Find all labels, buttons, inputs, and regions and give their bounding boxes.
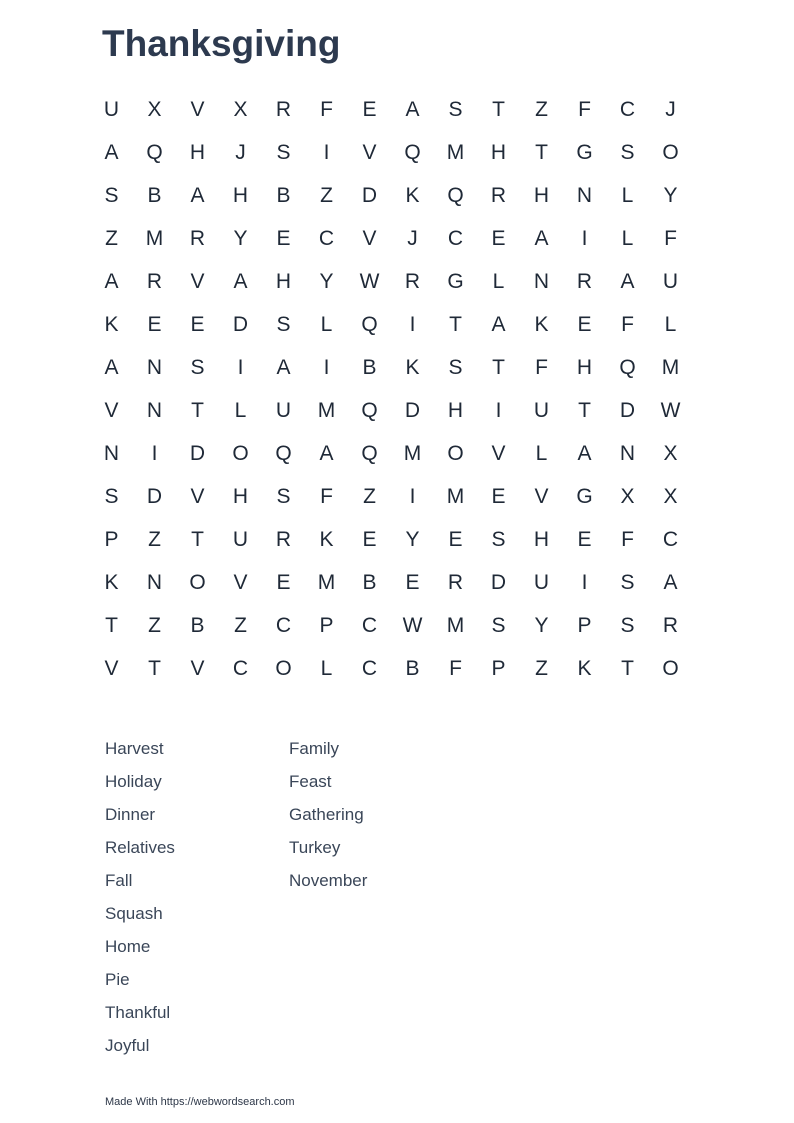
grid-letter: X [147,97,162,121]
grid-letter: M [446,613,465,637]
grid-letter: C [232,656,249,680]
grid-letter: Q [404,140,421,164]
grid-letter: X [663,484,678,508]
grid-letter: E [491,484,506,508]
grid-letter: E [405,570,420,594]
grid-letter: C [318,226,335,250]
grid-letter: M [661,355,680,379]
grid-letter: I [151,441,158,465]
grid-letter: U [533,398,550,422]
grid-letter: F [320,97,333,121]
grid-letter: I [409,484,416,508]
grid-letter: X [620,484,635,508]
word-list-item: Fall [105,871,133,890]
grid-letter: M [403,441,422,465]
grid-letter: I [495,398,502,422]
grid-letter: E [276,226,291,250]
word-list-item: Pie [105,970,130,989]
word-list-column-1 [105,736,175,1066]
grid-letter: I [581,226,588,250]
grid-letter: B [190,613,205,637]
grid-letter: B [276,183,291,207]
grid-letter: T [191,527,204,551]
grid-letter: F [535,355,548,379]
grid-letter: M [145,226,164,250]
word-list-item: Family [289,739,340,758]
grid-letter: A [104,140,119,164]
grid-letter: S [104,183,119,207]
grid-letter: V [104,656,119,680]
grid-letter: R [404,269,421,293]
grid-letter: L [664,312,677,336]
grid-letter: Z [234,613,247,637]
grid-letter: C [361,656,378,680]
grid-letter: N [576,183,593,207]
grid-letter: G [447,269,464,293]
grid-letter: K [405,355,420,379]
grid-letter: E [577,312,592,336]
grid-letter: F [449,656,462,680]
grid-letter: Q [361,441,378,465]
grid-letter: U [275,398,292,422]
grid-letter: V [190,656,205,680]
grid-letter: S [448,355,463,379]
word-list-item: Gathering [289,805,364,824]
grid-letter: I [323,355,330,379]
grid-letter: C [662,527,679,551]
grid-letter: R [275,527,292,551]
grid-letter: S [620,613,635,637]
grid-letter: T [492,355,505,379]
grid-letter: Z [363,484,376,508]
grid-letter: S [276,484,291,508]
grid-letter: F [621,527,634,551]
grid-letter: E [190,312,205,336]
grid-letter: R [662,613,679,637]
grid-letter: O [662,656,679,680]
grid-letter: H [275,269,292,293]
grid-letter: D [619,398,636,422]
grid-letter: X [233,97,248,121]
grid-letter: E [362,527,377,551]
grid-letter: R [189,226,206,250]
grid-letter: V [190,97,205,121]
grid-letter: A [104,269,119,293]
grid-letter: V [534,484,549,508]
word-list-item: Relatives [105,838,175,857]
grid-letter: N [146,398,163,422]
grid-letter: N [146,355,163,379]
grid-letter: X [663,441,678,465]
grid-letter: O [662,140,679,164]
grid-letter: L [320,312,333,336]
grid-letter: T [535,140,548,164]
grid-letter: Z [535,97,548,121]
grid-letter: E [448,527,463,551]
grid-letter: H [232,484,249,508]
grid-letter: S [491,527,506,551]
grid-letter: S [190,355,205,379]
grid-letter: S [276,140,291,164]
grid-letter: A [491,312,506,336]
word-list-item: Squash [105,904,163,923]
grid-letter: I [323,140,330,164]
grid-letter: H [490,140,507,164]
grid-letter: A [319,441,334,465]
word-list-item: Dinner [105,805,156,824]
grid-letter: T [148,656,161,680]
grid-letter: V [104,398,119,422]
grid-letter: G [576,140,593,164]
word-list-item: Holiday [105,772,162,791]
word-list-item: Harvest [105,739,164,758]
grid-letter: K [577,656,592,680]
grid-letter: A [104,355,119,379]
grid-letter: T [621,656,634,680]
grid-letter: F [664,226,677,250]
footer-credit: Made With https://webwordsearch.com [105,1096,295,1108]
word-list-item: November [289,871,368,890]
grid-letter: L [621,183,634,207]
grid-letter: S [448,97,463,121]
grid-letter: C [275,613,292,637]
page-title: Thanksgiving [102,23,341,64]
grid-letter: T [578,398,591,422]
grid-letter: D [404,398,421,422]
word-list-item: Feast [289,772,332,791]
grid-letter: V [190,269,205,293]
grid-letter: L [492,269,505,293]
grid-letter: N [619,441,636,465]
grid-letter: V [362,140,377,164]
grid-letter: D [232,312,249,336]
grid-letter: N [146,570,163,594]
grid-letter: K [319,527,334,551]
grid-letter: T [449,312,462,336]
grid-letter: M [317,570,336,594]
word-list-item: Thankful [105,1003,171,1022]
grid-letter: I [237,355,244,379]
grid-letter: R [490,183,507,207]
word-list-item: Turkey [289,838,341,857]
grid-letter: E [276,570,291,594]
grid-letter: A [405,97,420,121]
grid-letter: H [576,355,593,379]
grid-letter: Y [663,183,678,207]
grid-letter: A [190,183,205,207]
grid-letter: A [620,269,635,293]
grid-letter: K [104,312,119,336]
grid-letter: O [189,570,206,594]
grid-letter: Z [105,226,118,250]
grid-letter: K [534,312,549,336]
grid-letter: C [447,226,464,250]
grid-letter: Q [146,140,163,164]
grid-letter: W [402,613,423,637]
grid-letter: R [146,269,163,293]
grid-letter: H [232,183,249,207]
grid-letter: D [146,484,163,508]
grid-letter: C [619,97,636,121]
grid-letter: Y [319,269,334,293]
grid-letter: H [533,527,550,551]
grid-letter: W [660,398,681,422]
grid-letter: M [446,484,465,508]
grid-letter: S [276,312,291,336]
grid-letter: E [147,312,162,336]
grid-letter: E [491,226,506,250]
grid-letter: L [320,656,333,680]
grid-letter: J [665,97,676,121]
grid-letter: B [362,355,377,379]
grid-letter: H [447,398,464,422]
grid-letter: E [577,527,592,551]
grid-letter: K [405,183,420,207]
grid-letter: F [320,484,333,508]
grid-letter: H [189,140,206,164]
grid-letter: L [621,226,634,250]
grid-letter: A [276,355,291,379]
grid-letter: F [621,312,634,336]
word-list-item: Joyful [105,1036,150,1055]
grid-letter: S [491,613,506,637]
grid-letter: Y [534,613,549,637]
grid-letter: G [576,484,593,508]
grid-letter: I [581,570,588,594]
grid-letter: S [620,140,635,164]
grid-letter: A [663,570,678,594]
grid-letter: R [447,570,464,594]
grid-letter: Q [619,355,636,379]
grid-letter: U [103,97,120,121]
grid-letter: P [319,613,334,637]
grid-letter: D [361,183,378,207]
grid-letter: B [362,570,377,594]
grid-letter: A [233,269,248,293]
grid-letter: P [577,613,592,637]
word-list-column-2 [289,736,367,901]
grid-letter: A [577,441,592,465]
grid-letter: Q [361,312,378,336]
grid-letter: R [275,97,292,121]
grid-letter: Z [148,613,161,637]
grid-letter: M [317,398,336,422]
grid-letter: T [191,398,204,422]
grid-letter: T [492,97,505,121]
word-list-item: Home [105,937,151,956]
grid-letter: O [275,656,292,680]
grid-letter: K [104,570,119,594]
grid-letter: L [535,441,548,465]
grid-letter: Q [361,398,378,422]
grid-letter: W [359,269,380,293]
grid-letter: D [490,570,507,594]
grid-letter: B [405,656,420,680]
grid-letter: U [662,269,679,293]
grid-letter: Q [275,441,292,465]
grid-letter: F [578,97,591,121]
letter-grid [90,88,692,690]
grid-letter: P [491,656,506,680]
grid-letter: T [105,613,118,637]
grid-letter: N [103,441,120,465]
grid-letter: V [233,570,248,594]
grid-letter: B [147,183,162,207]
grid-letter: Q [447,183,464,207]
grid-letter: C [361,613,378,637]
grid-letter: Z [148,527,161,551]
grid-letter: V [190,484,205,508]
grid-letter: Z [320,183,333,207]
grid-letter: J [407,226,418,250]
grid-letter: Y [405,527,420,551]
grid-letter: O [447,441,464,465]
grid-letter: D [189,441,206,465]
grid-letter: R [576,269,593,293]
grid-letter: Y [233,226,248,250]
grid-letter: S [104,484,119,508]
grid-letter: Z [535,656,548,680]
grid-letter: V [362,226,377,250]
grid-letter: S [620,570,635,594]
grid-letter: H [533,183,550,207]
grid-letter: U [232,527,249,551]
grid-letter: E [362,97,377,121]
grid-letter: O [232,441,249,465]
grid-letter: M [446,140,465,164]
grid-letter: P [104,527,119,551]
grid-letter: J [235,140,246,164]
grid-letter: I [409,312,416,336]
grid-letter: L [234,398,247,422]
grid-letter: A [534,226,549,250]
grid-letter: N [533,269,550,293]
grid-letter: V [491,441,506,465]
grid-letter: U [533,570,550,594]
